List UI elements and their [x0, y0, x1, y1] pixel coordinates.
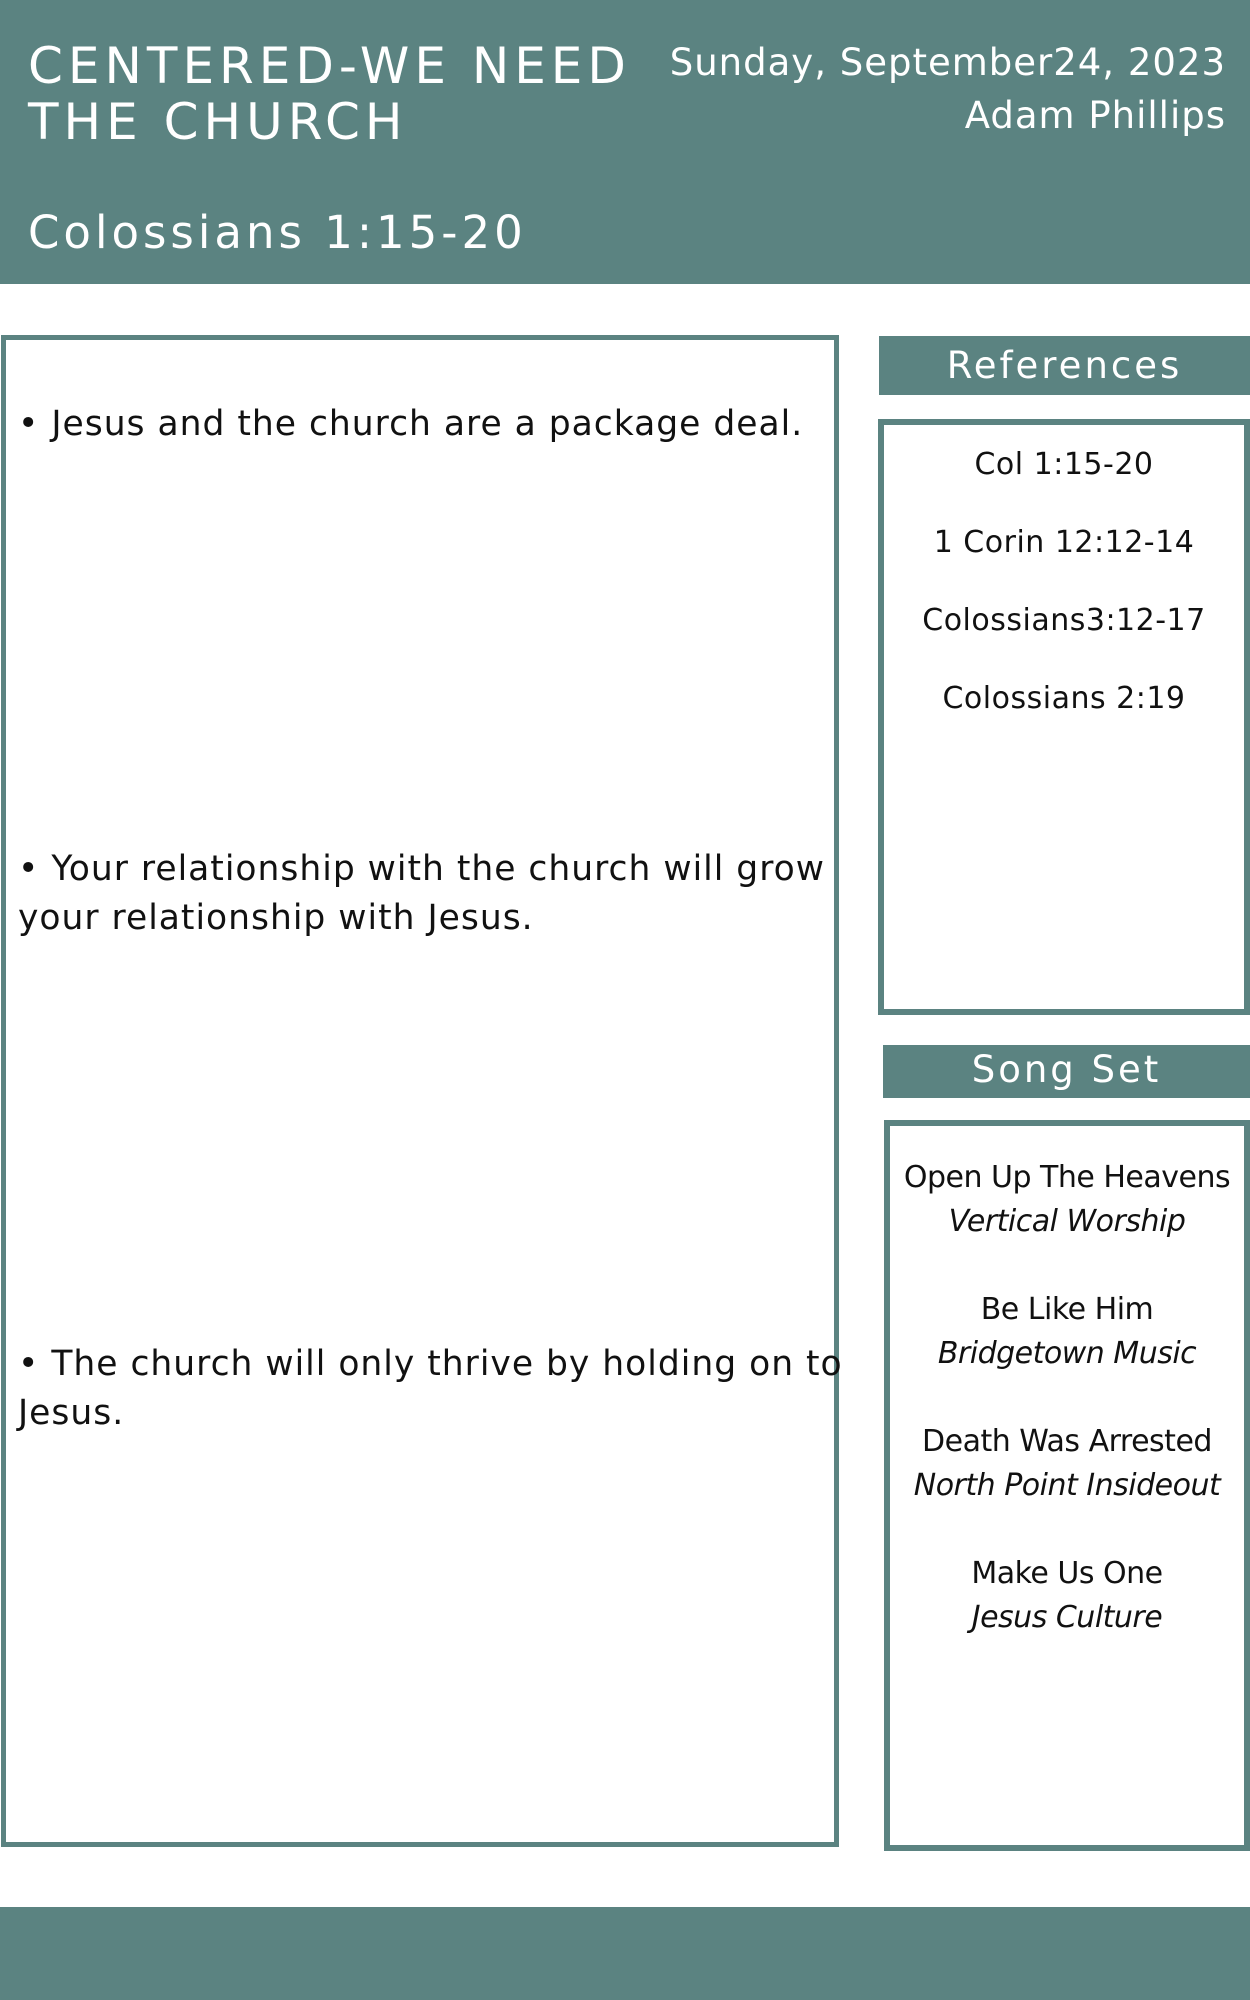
header-banner [0, 0, 1250, 284]
references-list [884, 445, 1244, 757]
reference-item: 1 Corin 12:12-14 [933, 525, 1195, 560]
sermon-title [28, 38, 648, 150]
song-item [890, 1420, 1244, 1508]
song-set-heading: Song Set [883, 1045, 1250, 1098]
song-title: Be Like Him [980, 1292, 1154, 1327]
song-set-box [884, 1120, 1250, 1851]
speaker-name: Adam Phillips [964, 94, 1226, 137]
scripture-reference: Colossians 1:15-20 [28, 206, 527, 259]
song-artist: Bridgetown Music [937, 1336, 1197, 1371]
sermon-meta [670, 36, 1226, 142]
sermon-point-2: • Your relationship with the church will grow your relationship with Jesus. [18, 849, 825, 938]
song-title: Death Was Arrested [922, 1424, 1212, 1459]
sermon-notes-box [1, 335, 843, 1847]
song-item [890, 1288, 1244, 1376]
song-artist: Vertical Worship [948, 1204, 1186, 1239]
song-title: Make Us One [971, 1556, 1163, 1591]
sermon-point-3: • The church will only thrive by holding on to Jesus. [18, 1344, 843, 1433]
reference-item: Colossians3:12-17 [922, 603, 1206, 638]
sermon-date: Sunday, September24, 2023 [669, 41, 1226, 84]
song-title: Open Up The Heavens [903, 1160, 1231, 1195]
footer-banner [0, 1907, 1250, 2000]
song-artist: North Point Insideout [913, 1468, 1221, 1503]
song-item [890, 1552, 1244, 1640]
references-heading: References [879, 336, 1250, 395]
song-item [890, 1156, 1244, 1244]
references-box [878, 419, 1250, 1015]
reference-item: Colossians 2:19 [942, 681, 1186, 716]
sermon-title-line-2: THE CHURCH [28, 93, 408, 151]
song-list [890, 1156, 1244, 1684]
sermon-title-line-1: CENTERED-WE NEED [28, 37, 631, 95]
reference-item: Col 1:15-20 [974, 447, 1154, 482]
song-artist: Jesus Culture [971, 1600, 1163, 1635]
sermon-point-1: • Jesus and the church are a package deal. [18, 404, 804, 444]
